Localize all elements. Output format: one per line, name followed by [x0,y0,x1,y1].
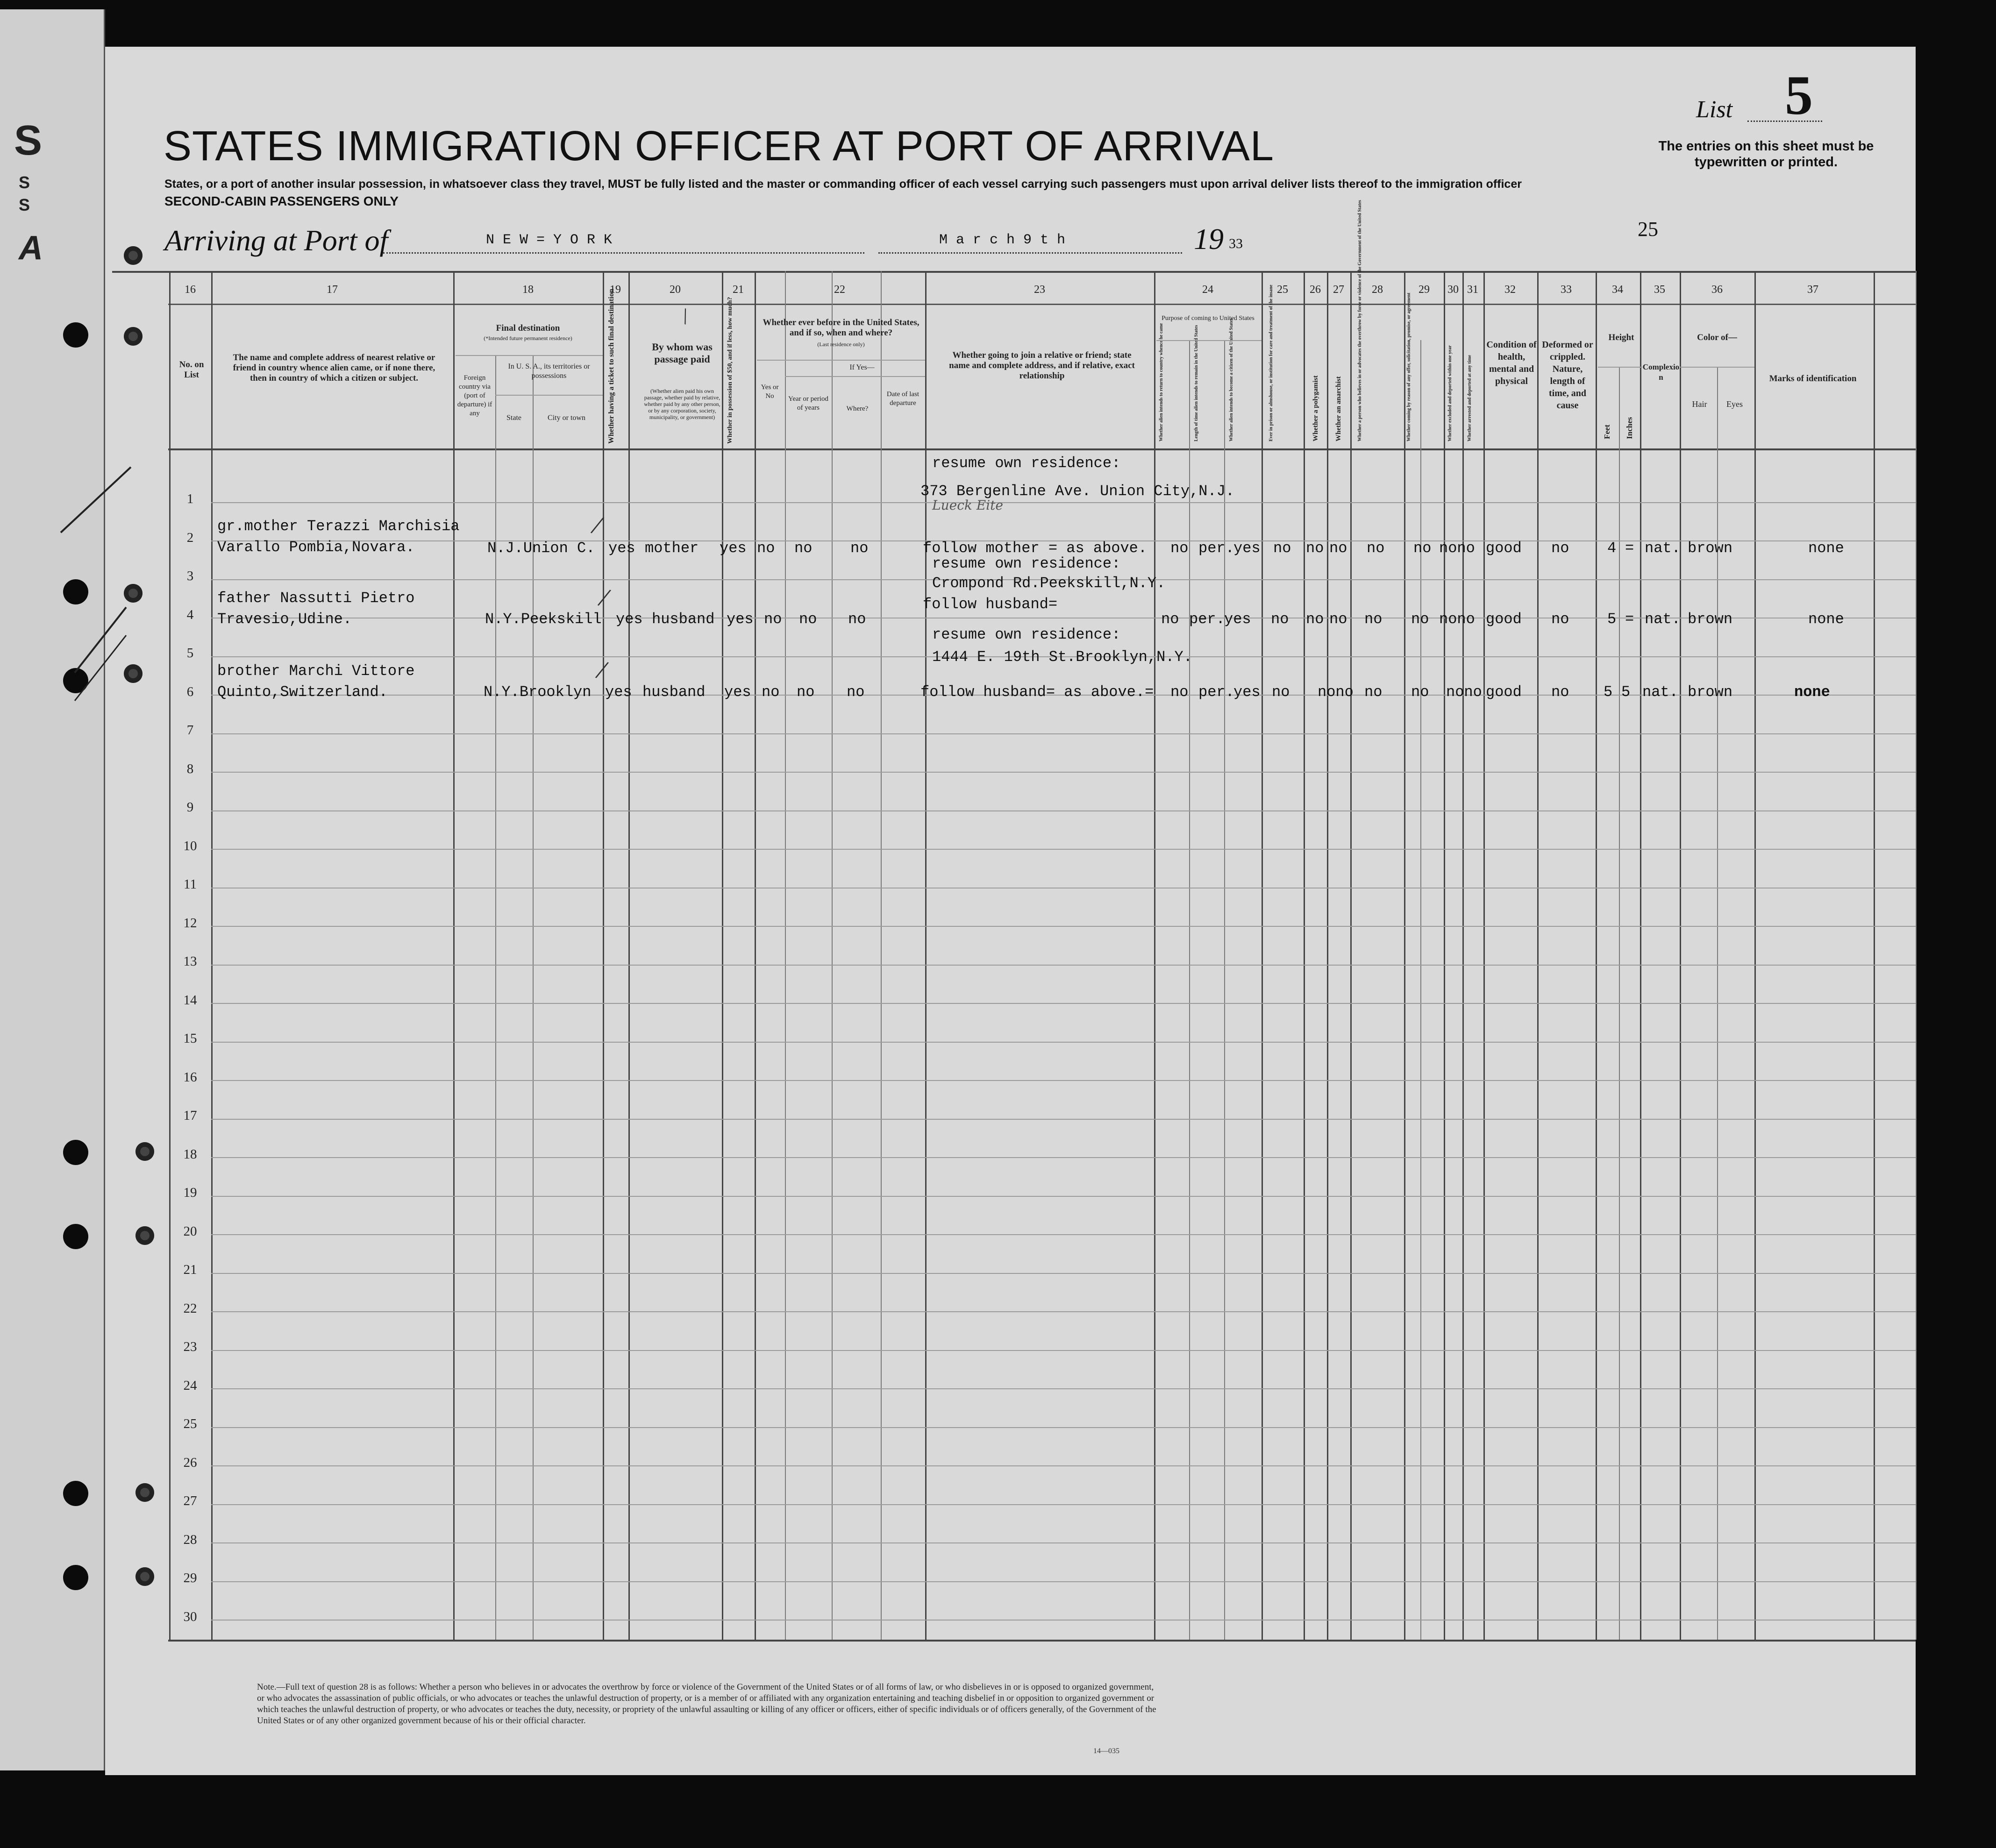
row-number: 23 [183,1339,197,1354]
column-rule [1754,271,1756,1640]
footer-note: Note.—Full text of question 28 is as follows: Whether a person who believes in or advocates the overthrow by force or violence of the Government of the United States or of all forms of law, or who disbelieves in or is opposed to organized government, or who advocates the assassination of public officials, or who advocates or teaches the unlawful destruction of property, or is a member of or affiliated with any organization entertaining and teaching disbelief in or opposition to organized government or which teaches the unlawful destruction of property, or who advocates or teaches the duty, necessity, or propriety of the unlawful assaulting or killing of any officer or officers, either of specific individuals or of officers generally, of the Government of the United States or of any other organized government because of his or their official character. [257,1682,1156,1726]
column-number: 33 [1561,284,1572,296]
row-rule [211,733,1916,734]
col18-state-header: State [506,414,521,422]
column-number: 25 [1277,284,1288,296]
column-rule [603,271,604,1640]
col34-header: Height [1608,333,1634,342]
subcolumn-rule [1224,340,1225,1640]
row3-joining-address: Crompond Rd.Peekskill,N.Y. [932,575,1166,592]
row4-health: good [1486,611,1522,628]
column-number: 29 [1419,284,1430,296]
column-rule [785,271,786,1640]
check-mark: \ [678,304,693,329]
row-rule [211,1427,1916,1428]
column-rule [1327,271,1328,1640]
row2-q29: no [1413,540,1432,557]
col36-header: Color of— [1697,333,1737,342]
subcolumn-rule [1189,340,1190,1640]
col21-header: Whether in possession of $50, and if less, how much? [727,297,734,444]
column-number: 18 [522,284,534,296]
col18-subheader: (*Intended future permanent residence) [484,335,572,341]
col16-header: No. on List [179,360,204,380]
col24b-header: Length of time alien intends to remain in the United States [1194,325,1199,441]
col37-header: Marks of identification [1769,374,1857,384]
row-number: 28 [183,1532,197,1547]
row-rule [211,1504,1916,1505]
col23-header: Whether going to join a relative or friend; state name and complete address, and if relative, exact relationship [949,350,1135,381]
row4-anarchist: no [1329,611,1347,628]
col24c-header: Whether alien intends to become a citizen of the United States [1229,318,1234,441]
col29-header: Whether coming by reason of any offer, solicitation, promise, or agreement [1406,292,1411,441]
col24-sub-rule [1156,340,1262,341]
column-number: 16 [185,284,196,296]
row-number: 18 [183,1146,197,1162]
row2-deformed: no [1551,540,1569,557]
margin-pen-stroke [47,458,140,715]
row4-citizen: yes [1224,611,1251,628]
punch-hole [63,1140,88,1165]
col22-yesno: Yes or No [761,384,779,400]
row-number: 8 [186,761,194,776]
col18-usa-rule [495,395,603,396]
port-value: N E W = Y O R K [486,232,613,248]
row-rule [211,1311,1916,1312]
left-page-letter: A [19,229,43,267]
col31-header: Whether arrested and deported at any time [1467,355,1472,441]
row6-polygamist: nono [1318,683,1354,701]
row-rule [211,1465,1916,1466]
col22-subheader: (Last residence only) [817,341,865,348]
row2-marks: none [1808,540,1844,557]
row-rule [211,1157,1916,1158]
col19-header: Whether having a ticket to such final destination [607,289,615,444]
row2-joining: follow mother = as above. [923,540,1148,557]
row2-prison: no [1273,540,1291,557]
column-number: 19 [610,284,621,296]
row2-hair: brown [1688,540,1733,557]
row4-q28: no [1364,611,1383,628]
row-number: 25 [183,1416,197,1431]
row-rule [211,502,1916,503]
row6-paid-by: husband [642,683,706,701]
row6-deformed: no [1551,683,1569,701]
col26-header: Whether a polygamist [1312,375,1319,441]
row2-feet: 4 [1607,540,1617,557]
column-rule [1596,271,1597,1640]
row-rule [211,810,1916,811]
check-mark: / [593,654,611,686]
row4-prison: no [1271,611,1289,628]
row6-ticket: yes [605,683,632,701]
row-number: 13 [183,954,197,969]
manifest-page [105,47,1916,1775]
instruction-line: States, or a port of another insular possession, in whatsoever class they travel, MUST be fully listed and the master or commanding officer of each vessel carrying such passengers must upon arrival deliver lists thereof to the immigration officer [164,178,1522,191]
row6-relative-address: Quinto,Switzerland. [217,683,388,701]
column-rule [1916,271,1917,1640]
column-rule [453,271,455,1640]
col32-header: Condition of health, mental and physical [1486,340,1537,386]
row4-joining: follow husband= [923,596,1058,613]
punch-hole [135,1226,154,1245]
row2-purpose: no [1170,540,1189,557]
row6-health: good [1486,683,1522,701]
col20-header: By whom was passage paid [652,341,713,365]
column-number: 22 [834,284,845,296]
row6-prison: no [1272,683,1290,701]
row6-where: no [847,683,865,701]
col34-feet-header: Feet [1603,424,1611,439]
row6-q30-31: nono [1446,683,1482,701]
col22-where: Where? [846,405,869,412]
row-rule [211,1350,1916,1351]
punch-hole [63,1565,88,1590]
col22-year: Year or period of years [788,395,828,412]
row4-ticket: yes [616,611,643,628]
row-number: 24 [183,1378,197,1393]
col17-header: The name and complete address of nearest relative or friend in country whence alien came, or if none there, then in country of which a citizen or subject. [233,353,435,383]
table-top-rule [112,271,1916,273]
column-rule [722,271,723,1640]
list-note: The entries on this sheet must be typewritten or printed. [1658,139,1874,170]
row4-hair: brown [1688,611,1733,628]
row6-feet: 5 [1604,683,1613,701]
column-rule [1874,271,1875,1640]
row6-relative: brother Marchi Vittore [217,662,415,680]
row2-relative-address: Varallo Pombia,Novara. [217,539,415,556]
row4-destination: N.Y.Peekskill [485,611,602,628]
row2-money: yes [720,540,747,557]
row-rule [211,926,1916,927]
row-rule [211,965,1916,966]
row-rule [211,1542,1916,1543]
year-suffix: 33 [1229,236,1243,251]
column-number-rule [168,304,1916,305]
handwritten-annotation: Lueck Eite [932,498,1003,513]
col27-header: Whether an anarchist [1335,376,1342,441]
column-rule [1304,271,1305,1640]
punch-hole [63,1224,88,1249]
row4-length: per. [1189,611,1225,628]
row-rule [211,1196,1916,1197]
row4-relative-address: Travesio,Udine. [217,611,352,628]
row-number: 11 [184,877,197,892]
date-line [878,252,1182,254]
row2-citizen: yes [1233,540,1261,557]
row-rule [211,1273,1916,1274]
column-rule [1483,271,1485,1640]
column-rule [1537,271,1539,1640]
col36-eyes-header: Eyes [1726,399,1743,409]
col22-date: Date of last departure [886,391,920,407]
row-number: 17 [183,1108,197,1123]
row4-where: no [848,611,866,628]
header-bottom-rule [168,448,1916,450]
column-rule [211,271,213,1640]
row2-before: no [757,540,775,557]
row-rule [211,1388,1916,1389]
row-number: 26 [183,1455,197,1470]
year-prefix: 19 [1194,222,1224,256]
row4-q30-31: nono [1439,611,1475,628]
col22-sub-rule [757,360,925,361]
row-number: 3 [186,569,194,583]
row4-polygamist: no [1306,611,1324,628]
row4-marks: none [1808,611,1844,628]
punch-hole [135,1483,154,1502]
punch-hole [135,1142,154,1161]
row4-complexion: nat. [1645,611,1681,628]
column-number: 30 [1447,284,1459,296]
row-rule [211,1620,1916,1621]
row1-joining-above: resume own residence: [932,455,1121,472]
row6-year: no [797,683,815,701]
row2-paid-by: mother [645,540,699,557]
row4-purpose: no [1161,611,1179,628]
row2-length: per. [1198,540,1234,557]
left-page-edge [0,9,105,1770]
column-rule [1462,271,1464,1640]
row-rule [211,1080,1916,1081]
row-number: 15 [183,1031,197,1046]
row2-q30-31: nono [1439,540,1475,557]
row-number: 7 [186,723,194,738]
sheet-count: 25 [1638,218,1658,241]
page-title: STATES IMMIGRATION OFFICER AT PORT OF ARRIVAL [164,123,1274,170]
row-number: 1 [186,491,194,506]
check-mark: / [595,582,613,613]
column-number: 17 [327,284,338,296]
row-number: 29 [183,1571,197,1585]
column-number: 31 [1467,284,1478,296]
row-rule [211,1581,1916,1582]
col25-header: Ever in prison or almshouse, or institution for care and treatment of the insane [1269,284,1274,441]
row2-relative: gr.mother Terazzi Marchisia [217,518,460,535]
punch-hole [124,327,143,346]
row1-joining: 373 Bergenline Ave. Union City,N.J. [920,483,1235,500]
row5-joining: 1444 E. 19th St.Brooklyn,N.Y. [932,648,1192,666]
col33-header: Deformed or crippled. Nature, length of time, and cause [1542,340,1593,411]
row4-deformed: no [1551,611,1569,628]
row6-marks: none [1794,683,1830,701]
row6-destination: N.Y.Brooklyn [484,683,592,701]
row6-complexion: nat. [1642,683,1678,701]
row-number: 16 [183,1069,197,1085]
col34-sub-rule [1598,367,1642,368]
column-number: 37 [1807,284,1818,296]
arriving-label: Arriving at Port of [164,224,388,257]
col22-header: Whether ever before in the United States, and if so, when and where? [763,318,920,338]
row2-destination: N.J.Union C. [487,540,595,557]
column-number: 24 [1202,284,1213,296]
column-rule [628,271,630,1640]
row-rule [211,772,1916,773]
row-number: 20 [183,1223,197,1239]
row2-health: good [1486,540,1522,557]
row-number: 30 [183,1609,197,1624]
col18-sub-rule [456,355,603,356]
row4-q29: no [1411,611,1429,628]
table-bottom-rule [168,1640,1916,1642]
row-number: 4 [186,607,194,622]
row4-inches: = [1625,611,1634,628]
col24-header: Purpose of coming to United States [1162,315,1255,322]
date-value: M a r c h 9 t h [939,232,1066,248]
row4-before: no [764,611,782,628]
row6-before: no [762,683,780,701]
row-rule [211,1042,1916,1043]
row6-money: yes [724,683,751,701]
row2-ticket: yes [608,540,635,557]
left-page-letter: S [14,117,43,164]
row-number: 2 [186,530,194,545]
col28-header: Whether a person who believes in or advocates the overthrow by force or violence of the Government of the United States [1357,200,1362,441]
column-rule [1350,271,1352,1640]
column-number: 23 [1034,284,1045,296]
form-code: 14—035 [1093,1747,1119,1755]
row-number: 12 [183,915,197,931]
punch-hole [135,1567,154,1586]
column-rule [755,271,756,1640]
second-cabin-label: SECOND-CABIN PASSENGERS ONLY [164,194,399,208]
list-number: 5 [1785,64,1813,126]
row6-length: per. [1198,683,1234,701]
row6-citizen: yes [1233,683,1261,701]
column-rule [1262,271,1263,1640]
row2-inches: = [1625,540,1634,557]
col35-header: Complexion [1642,362,1680,382]
col22-ifyes-rule [785,376,925,377]
col18-header: Final destination [496,323,560,333]
list-label: List [1696,96,1733,123]
col30-header: Whether excluded and deported within one year [1447,345,1453,441]
row4-feet: 5 [1607,611,1617,628]
column-rule [1680,271,1681,1640]
row-rule [211,849,1916,850]
row4-paid-by: husband [652,611,715,628]
row4-money: yes [727,611,754,628]
left-page-letter: S [19,195,30,214]
col24a-header: Whether alien intends to return to country whence he came [1159,323,1164,441]
col20-subheader: (Whether alien paid his own passage, whether paid by relative, whether paid by any other person, or by any corporation, society, municipality, or government) [644,388,720,420]
row-number: 10 [183,838,197,853]
col34-inches-header: Inches [1625,417,1634,439]
col22-ifyes: If Yes— [849,363,875,371]
column-rule [1640,271,1641,1640]
column-number: 35 [1654,284,1665,296]
row6-joining: follow husband= as above.= [920,683,1154,701]
row-number: 27 [183,1493,197,1508]
column-number: 20 [670,284,681,296]
row-number: 14 [183,992,197,1008]
row2-polygamist: no [1306,540,1324,557]
col18-foreign-header: Foreign country via (port of departure) if any [457,374,492,417]
row6-q29: no [1411,683,1429,701]
port-line [383,252,864,254]
row-number: 21 [183,1262,197,1277]
row-rule [211,1003,1916,1004]
row-number: 19 [183,1185,197,1200]
column-number: 32 [1504,284,1516,296]
row-rule [211,1119,1916,1120]
row4-year: no [799,611,817,628]
column-number: 21 [733,284,744,296]
row6-purpose: no [1170,683,1189,701]
row-rule [211,1234,1916,1235]
column-number: 28 [1372,284,1383,296]
row4-relative: father Nassutti Pietro [217,590,415,607]
column-number: 36 [1711,284,1723,296]
row6-hair: brown [1688,683,1733,701]
col36-hair-header: Hair [1692,399,1707,409]
punch-hole [63,322,88,348]
column-number: 34 [1612,284,1623,296]
punch-hole [124,246,143,265]
left-page-letter: S [19,173,30,192]
row6-inches: 5 [1621,683,1631,701]
column-rule [925,271,927,1640]
column-number: 27 [1333,284,1344,296]
row4-joining-next: resume own residence: [932,626,1121,643]
row2-complexion: nat. [1645,540,1681,557]
column-number: 26 [1310,284,1321,296]
col36-sub-rule [1680,367,1754,368]
row-number: 22 [183,1301,197,1316]
row3-joining: resume own residence: [932,555,1121,572]
column-rule [1154,271,1155,1640]
row2-where: no [850,540,869,557]
row-number: 9 [186,800,194,815]
row2-year: no [794,540,813,557]
row6-q28: no [1364,683,1383,701]
row2-q28: no [1367,540,1385,557]
column-rule [832,271,833,1640]
punch-hole [63,1481,88,1506]
column-rule [1444,271,1445,1640]
col18-city-header: City or town [548,414,585,422]
row-number: 5 [186,646,194,661]
row-number: 6 [186,684,194,699]
row2-anarchist: no [1329,540,1347,557]
check-mark: / [588,509,606,541]
subcolumn-rule [1420,340,1421,1640]
column-rule [1404,271,1405,1640]
column-rule [881,271,882,1640]
col18-usa-header: In U. S. A., its territories or possessions [508,362,590,380]
